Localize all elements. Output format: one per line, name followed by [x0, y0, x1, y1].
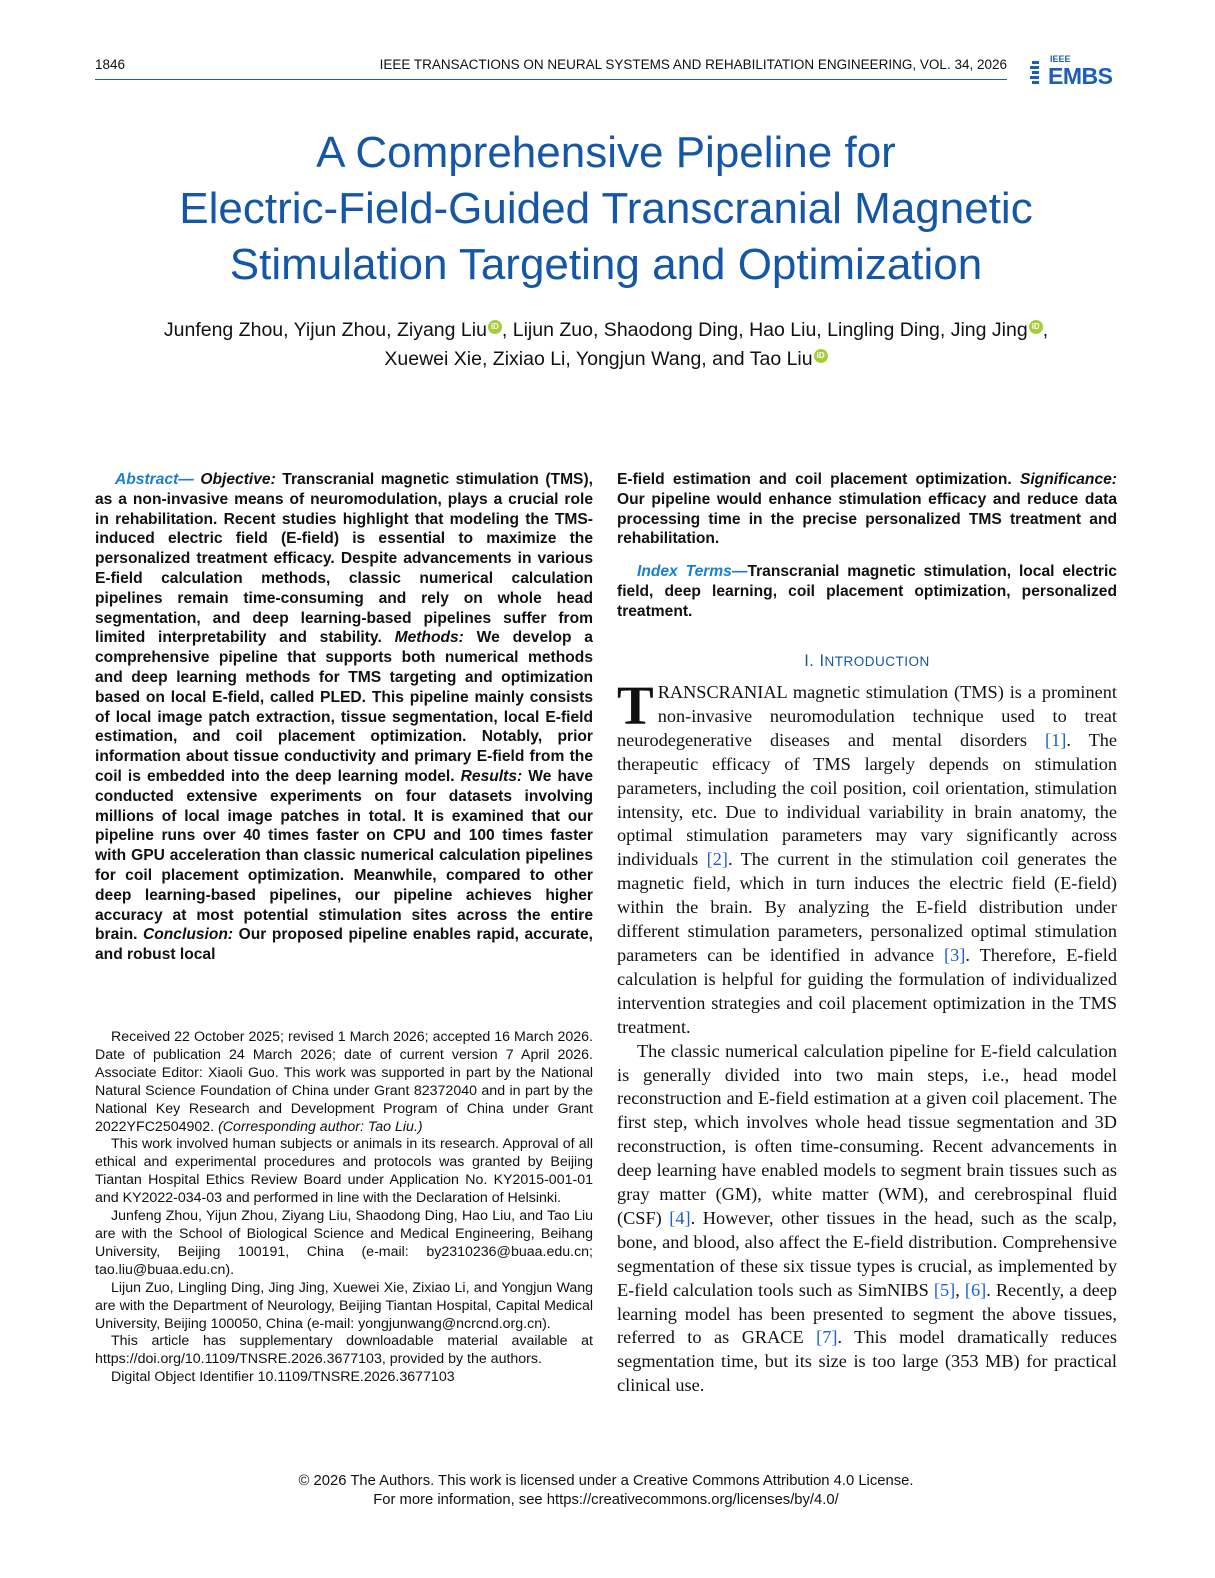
authors-text: Junfeng Zhou, Yijun Zhou, Ziyang Liu [163, 319, 487, 341]
ethics-note: This work involved human subjects or animals in its research. Approval of all ethical and experimental procedures and protocols was granted by Beijing Tiantan Hospital Ethics Review Board under Application No. KY2015-001-01 and KY2022-034-03 and performed in line with the Declaration of Helsinki. [95, 1136, 593, 1207]
paragraph-text: . However, other tissues in the head, such as the scalp, bone, and blood, also affect the E-field distribution. Comprehensive segmentation of these six tissue types is crucial, as implemented by E-field calculation tools such as SimNIBS [617, 1207, 1117, 1300]
section-heading [617, 652, 1117, 671]
objective-text: Transcranial magnetic stimulation (TMS), as a non-invasive means of neuromodulation, plays a crucial role in rehabilitation. Recent studies highlight that modeling the TMS-induced electric field (E-field) is essential to maximize the personalized treatment efficacy. Despite advancements in various E-field calculation methods, classic numerical calculation pipelines remain time-consuming and rely on whole head segmentation, and deep learning-based pipelines suffer from limited interpretability and stability. [95, 471, 593, 647]
license-link-line[interactable]: For more information, see https://creativecommons.org/licenses/by/4.0/ [373, 1491, 839, 1508]
intro-paragraph [617, 675, 1118, 1040]
drop-cap: T [617, 675, 654, 736]
conclusion-text: Our proposed pipeline enables rapid, accurate, and robust local [95, 926, 593, 964]
authors-text: Xuewei Xie, Zixiao Li, Yongjun Wang, and Tao Liu [384, 348, 813, 370]
running-header [95, 57, 1007, 80]
introduction-body [617, 675, 1118, 1398]
citation-link[interactable]: [1] [1045, 729, 1067, 750]
conclusion-label: Conclusion: [143, 926, 234, 944]
section-title-rest: NTRODUCTION [824, 654, 930, 669]
significance-text: Our pipeline would enhance stimulation efficacy and reduce data processing time in the precise personalized TMS treatment and rehabilitation. [617, 490, 1117, 548]
abstract [95, 470, 593, 965]
ieee-embs-logo [1030, 54, 1118, 90]
affiliation-note: Junfeng Zhou, Yijun Zhou, Ziyang Liu, Shaodong Ding, Hao Liu, and Tao Liu are with the School of Biological Science and Medical Engineering, Beihang University, Beijing 100191, China (e-mail: by2310236@buaa.edu.cn; tao.liu@buaa.edu.cn). [95, 1208, 593, 1278]
methods-text: We develop a comprehensive pipeline that supports both numerical methods and deep learning methods for TMS targeting and optimization based on local E-field, called PLED. This pipeline mainly consists of local image patch extraction, tissue segmentation, local E-field estimation, and coil placement optimization. Notably, prior information about tissue conductivity and primary E-field from the coil is embedded into the deep learning model. [95, 629, 593, 785]
paragraph-text: The classic numerical calculation pipeline for E-field calculation is generally divided into two main steps, i.e., head model reconstruction and E-field estimation at a given coil placement. The first step, which involves whole head tissue segmentation and 3D reconstruction, is often time-consuming. Recent advancements in deep learning have enabled models to segment brain tissues such as gray matter (GM), white matter (WM), and cerebrospinal fluid (CSF) [617, 1040, 1117, 1228]
paragraph-text: . The therapeutic efficacy of TMS largely depends on stimulation parameters, including the coil position, coil orientation, stimulation intensity, etc. Due to individual variability in brain anatomy, the optimal stimulation parameters may vary significantly across individuals [617, 729, 1118, 870]
title-line: Stimulation Targeting and Optimization [229, 240, 983, 289]
orcid-icon[interactable]: iD [1029, 320, 1043, 334]
orcid-icon[interactable]: iD [814, 349, 828, 363]
methods-label: Methods: [394, 629, 464, 647]
citation-link[interactable]: [7] [816, 1327, 838, 1348]
results-text: We have conducted extensive experiments on four datasets involving millions of local image patches in total. It is examined that our pipeline runs over 40 times faster on CPU and 100 times faster with GPU acceleration than classic numerical calculation pipelines for coil placement optimization. Meanwhile, compared to other deep learning-based pipelines, our pipeline achieves higher accuracy at most potential stimulation sites across the entire brain. [95, 767, 593, 944]
section-first-letter: I [819, 652, 825, 670]
index-terms-text: Transcranial magnetic stimulation, local electric field, deep learning, coil placement optimization, personalized treatment. [617, 563, 1117, 620]
journal-name: IEEE TRANSACTIONS ON NEURAL SYSTEMS AND REHABILITATION ENGINEERING, VOL. 34, 2026 [379, 57, 1007, 72]
corresponding-author: (Corresponding author: Tao Liu.) [218, 1118, 423, 1135]
doi-note: Digital Object Identifier 10.1109/TNSRE.2026.3677103 [111, 1369, 455, 1386]
received-text: Received 22 October 2025; revised 1 March 2026; accepted 16 March 2026. Date of publication 24 March 2026; date of current version 7 April 2026. Associate Editor: Xiaoli Guo. This work was supported in part by the National Natural Science Foundation of China under Grant 82372040 and in part by the National Key Research and Development Program of China under Grant 2022YFC2504902. [95, 1029, 593, 1135]
affiliation-note: Lijun Zuo, Lingling Ding, Jing Jing, Xuewei Xie, Zixiao Li, and Yongjun Wang are with the Department of Neurology, Beijing Tiantan Hospital, Capital Medical University, Beijing 100050, China (e-mail: yongjunwang@ncrcnd.org.cn). [95, 1279, 593, 1332]
abstract-continued [617, 470, 1117, 549]
section-numeral: I. [804, 652, 815, 670]
paragraph-text: . Therefore, E-field calculation is helpful for guiding the formulation of individualized intervention strategies and coil placement optimization in the TMS treatment. [617, 944, 1117, 1037]
authors-text: , Lijun Zuo, Shaodong Ding, Hao Liu, Lingling Ding, Jing Jing [501, 319, 1028, 341]
results-label: Results: [460, 767, 523, 785]
paragraph-text: , [955, 1279, 965, 1300]
logo-embs-text: EMBS [1048, 63, 1113, 89]
abstract-label: Abstract— [115, 471, 194, 488]
license-footer [95, 1472, 1117, 1509]
citation-link[interactable]: [2] [706, 849, 728, 870]
page-number: 1846 [95, 57, 126, 72]
supplementary-note: This article has supplementary downloadable material available at https://doi.org/10.1109/TNSRE.2026.3677103, provided by the authors. [95, 1333, 593, 1368]
intro-paragraph [617, 1040, 1117, 1399]
index-terms [617, 562, 1117, 621]
citation-link[interactable]: [6] [964, 1279, 987, 1300]
citation-link[interactable]: [4] [669, 1207, 691, 1228]
paragraph-text: . The current in the stimulation coil generates the magnetic field, which in turn induces the electric field (E-field) within the brain. By analyzing the E-field distribution under different stimulation parameters, personalized optimal stimulation parameters can be identified in advance [617, 849, 1118, 965]
paragraph-text: RANSCRANIAL magnetic stimulation (TMS) is a prominent non-invasive neuromodulation technique used to treat neurodegenerative diseases and mental disorders [617, 682, 1117, 750]
logo-ieee-text: IEEE [1050, 54, 1071, 64]
paragraph-text: . Recently, a deep learning model has been presented to segment the above tissues, referred to as GRACE [617, 1279, 1117, 1348]
index-terms-label: Index Terms— [637, 563, 748, 580]
citation-link[interactable]: [5] [933, 1279, 956, 1300]
citation-link[interactable]: [3] [944, 944, 966, 965]
objective-label: Objective: [200, 471, 276, 488]
orcid-icon[interactable]: iD [488, 320, 502, 334]
paper-title [95, 125, 1117, 293]
conclusion-text-continued: E-field estimation and coil placement optimization. [617, 471, 1012, 488]
title-line: A Comprehensive Pipeline for [316, 128, 896, 177]
received-note [95, 1029, 593, 1136]
significance-label: Significance: [1019, 471, 1117, 488]
authors-text: , [1042, 319, 1049, 341]
title-line: Electric-Field-Guided Transcranial Magnetic [179, 184, 1033, 233]
paragraph-text: . This model dramatically reduces segmentation time, but its size is too large (353 MB) for practical clinical use. [617, 1327, 1117, 1396]
embs-logo-mark-icon [1030, 60, 1048, 86]
author-list [95, 316, 1117, 374]
footnotes [95, 1029, 593, 1387]
license-line: © 2026 The Authors. This work is licensed under a Creative Commons Attribution 4.0 License. [298, 1473, 914, 1489]
